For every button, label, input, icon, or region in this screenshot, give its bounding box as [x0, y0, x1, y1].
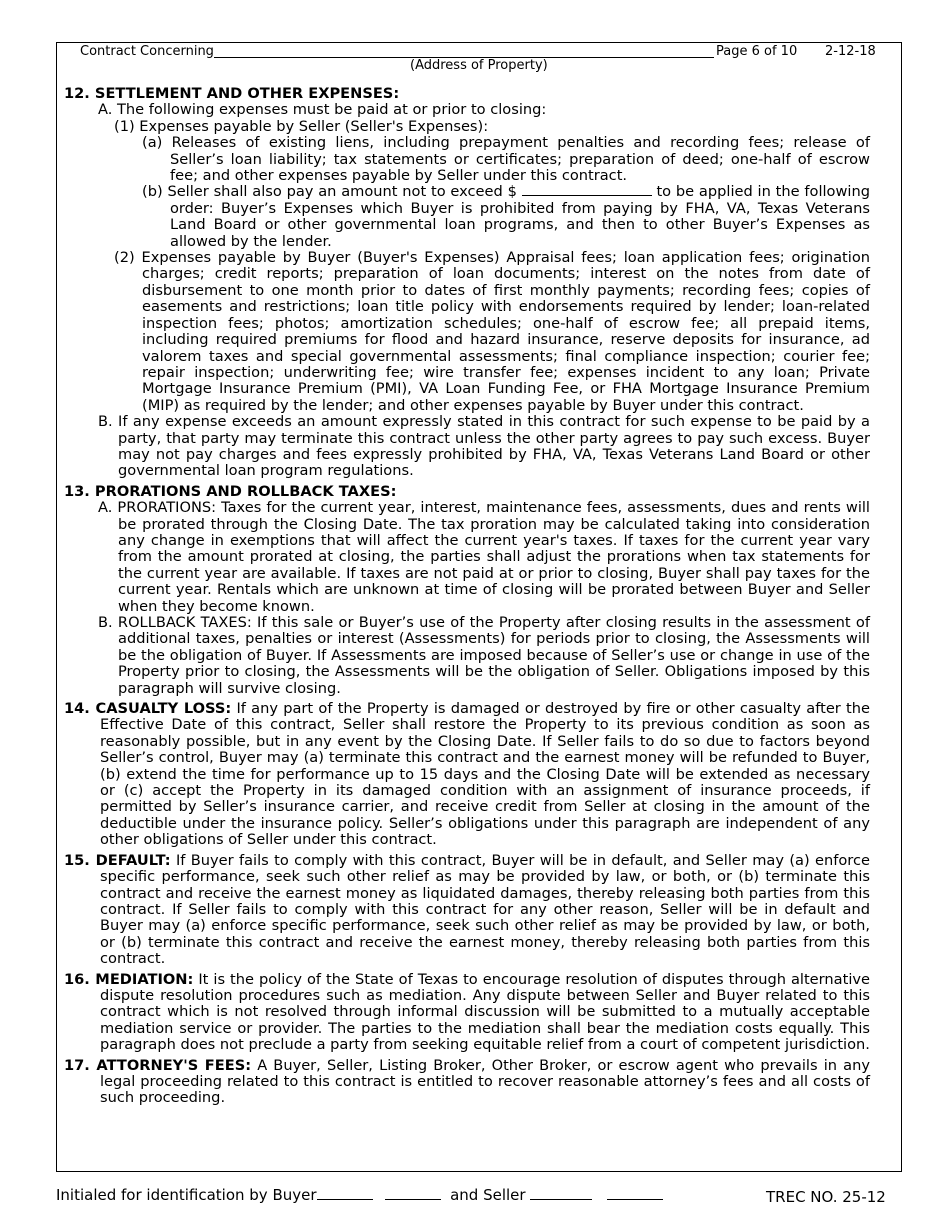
section-12-a1-heading: (1) Expenses payable by Seller (Seller's Expenses): — [114, 117, 489, 135]
section-13-b: B. ROLLBACK TAXES: If this sale or Buyer’s use of the Property after closing results in the assessment of additional taxes, penalties or interest (Assessments) for periods prior to closing, the Assessments will be the obligation of Buyer. If Assessments are imposed because of Seller’s use or change in use of the Property prior to closing, the Assessments will be the obligation of Seller. Obligations imposed by this paragraph will survive closing. — [98, 614, 870, 697]
initials-line — [56, 1186, 663, 1204]
section-17 — [64, 1058, 870, 1107]
address-caption: (Address of Property) — [410, 58, 548, 73]
section-12-a1b: (b) Seller shall also pay an amount not to exceed $ to be applied in the following order: Buyer’s Expenses which Buyer is prohibited from paying by FHA, VA, Texas Veterans Land Board or other governmental loan programs, and then to other Buyer’s Expenses as allowed by the lender. — [142, 183, 870, 250]
section-14-text: 14. CASUALTY LOSS: If any part of the Property is damaged or destroyed by fire or other casualty after the Effective Date of this contract, Seller shall restore the Property to its previous condition as soon as reasonably possible, but in any event by the Closing Date. If Seller fails to do so due to factors beyond Seller’s control, Buyer may (a) terminate this contract and the earnest money will be refunded to Buyer, (b) extend the time for performance up to 15 days and the Closing Date will be extended as necessary or (c) accept the Property in its damaged condition with an assignment of insurance proceeds, if permitted by Seller’s insurance carrier, and receive credit from Seller at closing in the amount of the deductible under the insurance policy. Seller’s obligations under this paragraph are independent of any other obligations of Seller under this contract. — [64, 700, 870, 849]
section-15-text: 15. DEFAULT: If Buyer fails to comply with this contract, Buyer will be in default, and Seller may (a) enforce specific performance, seek such other relief as may be provided by law, or both, or (b) terminate this contract and receive the earnest money as liquidated damages, thereby releasing both parties from this contract. If Seller fails to comply with this contract for any other reason, Seller will be in default and Buyer may (a) enforce specific performance, seek such other relief as may be provided by law, or both, or (b) terminate this contract and receive the earnest money, thereby releasing both parties from this contract. — [64, 851, 870, 968]
section-14 — [64, 701, 870, 849]
seller-initial-2[interactable] — [607, 1199, 663, 1200]
seller-initial-1[interactable] — [530, 1199, 592, 1200]
section-12-a2: (2) Expenses payable by Buyer (Buyer's Expenses) Appraisal fees; loan application fees; origination charges; credit reports; preparation of loan documents; interest on the notes from date of disbursement to one month prior to dates of first monthly payments; recording fees; copies of easements and restrictions; loan title policy with endorsements required by lender; loan-related inspection fees; photos; amortization schedules; one-half of escrow fee; all prepaid items, including required premiums for flood and hazard insurance, reserve deposits for insurance, ad valorem taxes and special governmental assessments; final compliance inspection; courier fee; repair inspection; underwriting fee; wire transfer fee; expenses incident to any loan; Private Mortgage Insurance Premium (PMI), VA Loan Funding Fee, or FHA Mortgage Insurance Premium (MIP) as required by the lender; and other expenses payable by Buyer under this contract. — [114, 249, 870, 414]
section-17-text: 17. ATTORNEY'S FEES: A Buyer, Seller, Listing Broker, Other Broker, or escrow agent who prevails in any legal proceeding related to this contract is entitled to recover reasonable attorney’s fees and all costs of such proceeding. — [64, 1056, 870, 1107]
contract-concerning-label: Contract Concerning — [80, 44, 214, 59]
section-12-a-intro: A. The following expenses must be paid at or prior to closing: — [98, 101, 547, 119]
section-16 — [64, 972, 870, 1054]
section-13-title: 13. PRORATIONS AND ROLLBACK TAXES: — [64, 482, 397, 500]
and-seller-label: and Seller — [450, 1186, 526, 1204]
section-12-title: 12. SETTLEMENT AND OTHER EXPENSES: — [64, 85, 400, 102]
section-13-a: A. PRORATIONS: Taxes for the current year, interest, maintenance fees, assessments, dues and rents will be prorated through the Closing Date. The tax proration may be calculated taking into consideration any change in exemptions that will affect the current year's taxes. If taxes for the current year vary from the amount prorated at closing, the parties shall adjust the prorations when tax statements for the current year are available. If taxes are not paid at or prior to closing, Buyer shall pay taxes for the current year. Rentals which are unknown at time of closing will be prorated between Buyer and Seller when they become known. — [98, 499, 870, 615]
section-13 — [64, 484, 870, 697]
initials-buyer-label: Initialed for identification by Buyer — [56, 1186, 317, 1204]
trec-form-number: TREC NO. 25-12 — [766, 1188, 886, 1206]
form-date: 2-12-18 — [825, 44, 876, 59]
section-12-b: B. If any expense exceeds an amount expressly stated in this contract for such expense to be paid by a party, that party may terminate this contract unless the other party agrees to pay such excess. Buyer may not pay charges and fees expressly prohibited by FHA, VA, Texas Veterans Land Board or other governmental loan program regulations. — [98, 413, 870, 480]
section-15 — [64, 853, 870, 968]
section-12 — [64, 86, 870, 480]
buyer-initial-1[interactable] — [317, 1199, 373, 1200]
page-number: Page 6 of 10 — [716, 44, 798, 59]
contract-body — [64, 86, 870, 1107]
buyer-initial-2[interactable] — [385, 1199, 441, 1200]
section-12-a1a: (a) Releases of existing liens, including prepayment penalties and recording fees; release of Seller’s loan liability; tax statements or certificates; preparation of deed; one-half of escrow fee; and other expenses payable by Seller under this contract. — [142, 134, 870, 185]
section-16-text: 16. MEDIATION: It is the policy of the State of Texas to encourage resolution of disputes through alternative dispute resolution procedures such as mediation. Any dispute between Seller and Buyer related to this contract which is not resolved through informal discussion will be submitted to a mutually acceptable mediation service or provider. The parties to the mediation shall bear the mediation costs equally. This paragraph does not preclude a party from seeking equitable relief from a court of competent jurisdiction. — [64, 970, 870, 1054]
seller-amount-blank[interactable] — [522, 195, 652, 196]
